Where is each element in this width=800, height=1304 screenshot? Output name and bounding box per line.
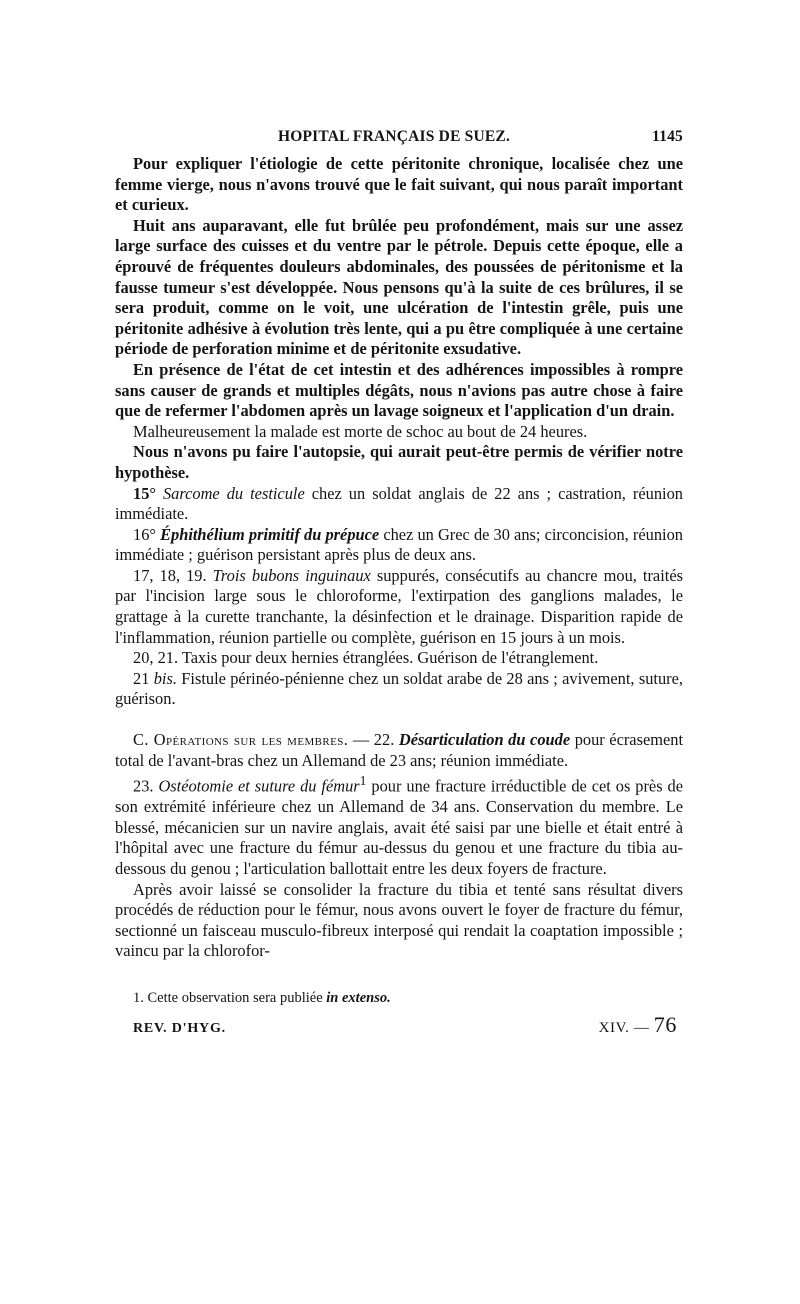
case-16 <box>115 525 683 566</box>
section-heading: C. Opérations sur les membres. <box>133 730 349 750</box>
paragraph-operation: En présence de l'état de cet intestin et des adhérences impossibles à rompre sans causer de grands et multiples dégâts, nous n'avions pas autre chose à faire que de refermer l'abdomen après un lavage soigneux et l'application d'un drain. <box>115 359 683 421</box>
case-number: 17, 18, 19. <box>133 565 207 585</box>
case-number: 21 <box>133 668 150 688</box>
footnote-marker: 1. <box>133 990 144 1007</box>
footnote-emphasis: in extenso. <box>326 990 391 1007</box>
case-text: pour une fracture irréductible de cet os près de son extrémité inférieure chez un Allemand de 34 ans. Conservation du membre. Le blessé, mécanicien sur un navire anglais, avait été saisi par une bielle et était entré à l'hôpital avec une fracture du fémur au-dessus du genou et une fracture du tibia au-dessous du genou ; l'articulation ballottait entre les deux foyers de fracture. <box>115 776 683 879</box>
paragraph-burn-history: Huit ans auparavant, elle fut brûlée peu profondément, mais sur une assez large surface des cuisses et du ventre par le pétrole. Depuis cette époque, elle a éprouvé de fréquentes douleurs abdominales, des poussées de péritonisme et la fausse tumeur s'est développée. Nous pensons qu'à la suite de ces brûlures, il se sera produit, comme on le voit, une ulcération de l'intestin grêle, puis une péritonite adhésive à évolution très lente, qui a pu être compliquée à une certaine période de perforation minime et de péritonite exsudative. <box>115 215 683 359</box>
case-text: chez un Grec de 30 ans; circoncision, réunion immédiate ; guérison persistant après plus de deux ans. <box>115 524 683 565</box>
paragraph-autopsy: Nous n'avons pu faire l'autopsie, qui aurait peut-être permis de vérifier notre hypothèse. <box>115 442 683 482</box>
case-20-21: 20, 21. Taxis pour deux hernies étranglées. Guérison de l'étranglement. <box>133 648 599 668</box>
case-number: 16° <box>133 524 156 544</box>
journal-abbreviation: REV. D'HYG. <box>133 1021 226 1037</box>
printer-signature <box>115 1012 683 1038</box>
body-text <box>115 154 683 962</box>
case-title: Ostéotomie et suture du fémur <box>158 776 360 796</box>
paragraph-death: Malheureusement la malade est morte de schoc au bout de 24 heures. <box>133 421 588 441</box>
page <box>115 128 683 1038</box>
volume-number: XIV. — <box>598 1020 650 1037</box>
case-title: bis. <box>153 668 177 688</box>
paragraph-etiology: Pour expliquer l'étiologie de cette péritonite chronique, localisée chez une femme vierge, nous n'avons trouvé que le fait suivant, qui nous paraît important et curieux. <box>115 154 683 215</box>
footnote-ref: 1 <box>359 773 367 789</box>
case-number: 15° <box>133 483 156 503</box>
case-21-bis <box>115 669 683 710</box>
case-title: Éphithélium primitif du prépuce <box>160 524 380 544</box>
case-23 <box>115 771 683 879</box>
footnote-text: Cette observation sera publiée <box>147 990 323 1007</box>
case-text: pour écrasement total de l'avant-bras chez un Allemand de 23 ans; réunion immédiate. <box>115 730 684 770</box>
footnotes <box>115 988 683 1008</box>
case-text: Fistule périnéo-pénienne chez un soldat arabe de 28 ans ; avivement, suture, guérison. <box>115 668 683 709</box>
case-title: Trois bubons inguinaux <box>212 565 371 585</box>
case-text: chez un soldat anglais de 22 ans ; castration, réunion immédiate. <box>115 483 683 524</box>
section-dash: — 22. <box>348 730 399 750</box>
footnote-1 <box>115 988 683 1008</box>
case-22 <box>115 730 683 771</box>
case-text: suppurés, consécutifs au chancre mou, traités par l'incision large sous le chloroforme, l'extirpation des ganglions malades, le grattage à la curette tranchante, la désinfection et le drainage. Disparition rapide de l'inflammation, réunion partielle ou complète, guérison en 15 jours à un mois. <box>115 565 683 647</box>
case-15 <box>115 484 683 525</box>
running-head <box>115 128 683 146</box>
page-number: 1145 <box>652 128 683 145</box>
case-title: Désarticulation du coude <box>398 730 571 750</box>
running-title: HOPITAL FRANÇAIS DE SUEZ. <box>277 128 511 145</box>
volume-sheet <box>599 1012 683 1038</box>
paragraph-femur-operation: Après avoir laissé se consolider la fracture du tibia et tenté sans résultat divers procédés de réduction pour le fémur, nous avons ouvert le foyer de fracture du fémur, sectionné un faisceau musculo-fibreux interposé qui rendait la coaptation impossible ; vaincu par la chlorofor- <box>115 879 683 961</box>
case-17-19 <box>115 566 683 648</box>
case-title: Sarcome du testicule <box>162 483 305 503</box>
sheet-number: 76 <box>653 1012 677 1038</box>
case-number: 23. <box>133 776 154 796</box>
